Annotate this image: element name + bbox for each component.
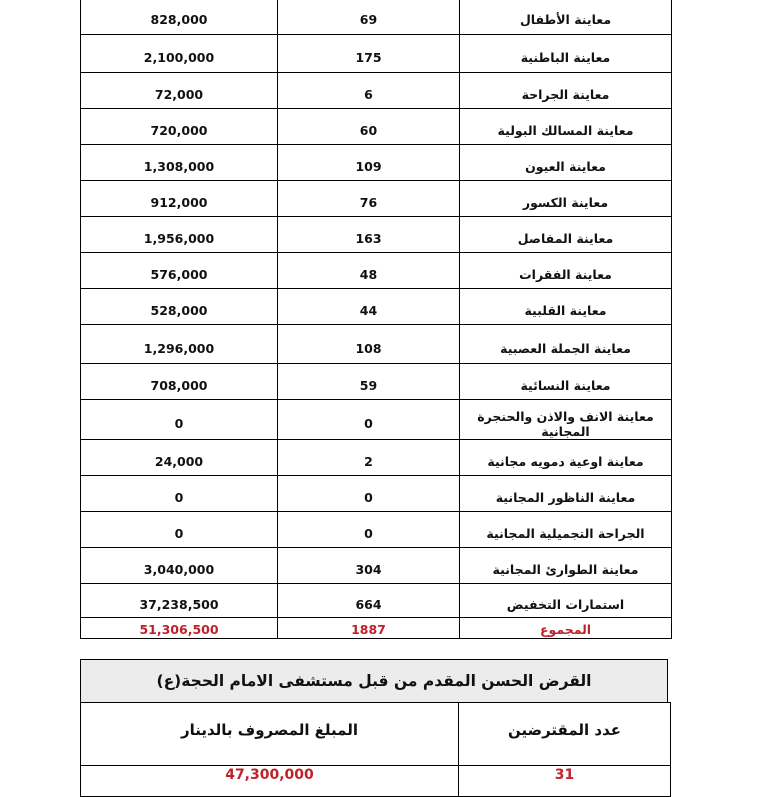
row-amount-cell (81, 181, 278, 217)
total-label: المجموع (539, 622, 592, 637)
services-table-body (81, 0, 672, 639)
row-service-name-cell (460, 400, 672, 440)
row-amount: 528,000 (150, 303, 208, 318)
row-service-name-cell (460, 145, 672, 181)
row-amount: 0 (174, 490, 184, 505)
table-row (81, 400, 672, 440)
row-count-cell (278, 325, 460, 364)
row-count: 108 (355, 340, 382, 356)
row-count: 48 (359, 267, 378, 282)
total-amount: 51,306,500 (139, 622, 219, 637)
row-count: 304 (355, 562, 382, 577)
table-row (81, 584, 672, 618)
table-row (81, 440, 672, 476)
row-amount-cell (81, 476, 278, 512)
row-service-name: معاينة الطوارئ المجانية (492, 562, 639, 577)
row-count: 163 (355, 231, 382, 246)
row-service-name-cell (460, 512, 672, 548)
row-count: 59 (359, 378, 378, 393)
row-count-cell (278, 476, 460, 512)
row-count-cell (278, 253, 460, 289)
row-count-cell (278, 512, 460, 548)
row-amount-cell (81, 217, 278, 253)
row-count: 2 (364, 454, 373, 469)
loan-amount-header-cell (81, 703, 459, 766)
row-count: 109 (355, 159, 382, 174)
row-amount: 1,308,000 (143, 159, 215, 174)
row-amount-cell (81, 253, 278, 289)
row-count-cell (278, 181, 460, 217)
table-row (81, 289, 672, 325)
row-count: 69 (359, 12, 378, 27)
row-service-name-cell (460, 109, 672, 145)
row-service-name: معاينة الجملة العصبية (500, 340, 631, 356)
row-amount: 2,100,000 (143, 50, 215, 65)
row-count: 60 (359, 123, 378, 138)
row-service-name-cell (460, 253, 672, 289)
row-count-cell (278, 364, 460, 400)
row-service-name: معاينة الكسور (522, 195, 609, 210)
row-service-name-cell (460, 476, 672, 512)
row-amount: 720,000 (150, 123, 208, 138)
row-service-name-cell (460, 35, 672, 73)
loan-borrowers-header-cell (459, 703, 671, 766)
loan-borrowers-value: 31 (554, 767, 575, 783)
row-count-cell (278, 0, 460, 35)
loan-section-title: القرض الحسن المقدم من قبل مستشفى الامام الحجة(ع) (80, 659, 668, 703)
row-service-name: معاينة الانف والاذن والحنجرة المجانية (477, 408, 654, 439)
row-service-name-cell (460, 0, 672, 35)
row-count-cell (278, 548, 460, 584)
services-table (80, 0, 672, 639)
row-count-cell (278, 109, 460, 145)
row-service-name-cell (460, 181, 672, 217)
row-amount-cell (81, 35, 278, 73)
row-service-name: معاينة الناظور المجانية (495, 490, 636, 505)
row-amount: 0 (174, 416, 184, 431)
row-amount: 72,000 (154, 87, 204, 102)
row-service-name-cell (460, 364, 672, 400)
row-service-name: استمارات التخفيض (506, 597, 625, 612)
row-service-name-cell (460, 73, 672, 109)
row-count-cell (278, 400, 460, 440)
row-count: 0 (364, 416, 373, 431)
row-service-name-cell (460, 440, 672, 476)
row-amount-cell (81, 440, 278, 476)
table-row (81, 109, 672, 145)
row-count: 44 (359, 303, 378, 318)
row-count: 76 (359, 195, 378, 210)
row-amount: 0 (174, 526, 184, 541)
row-service-name: معاينة الفقرات (519, 267, 612, 282)
total-amount-cell (81, 618, 278, 639)
row-service-name: معاينة المسالك البولية (497, 123, 634, 138)
row-amount: 912,000 (150, 195, 208, 210)
row-service-name: معاينة القلبية (524, 303, 607, 318)
loan-table (80, 702, 671, 797)
loan-values-row (81, 766, 671, 797)
table-row (81, 325, 672, 364)
table-row (81, 217, 672, 253)
total-count: 1887 (351, 622, 386, 637)
row-count-cell (278, 35, 460, 73)
table-row (81, 364, 672, 400)
total-count-cell (278, 618, 460, 639)
row-service-name: معاينة اوعية دمويه مجانية (487, 454, 644, 469)
row-amount-cell (81, 109, 278, 145)
row-amount-cell (81, 584, 278, 618)
row-service-name-cell (460, 584, 672, 618)
row-count: 175 (355, 50, 382, 65)
table-row (81, 73, 672, 109)
row-service-name: معاينة النسائية (520, 378, 611, 393)
row-count-cell (278, 584, 460, 618)
row-count: 0 (364, 490, 373, 505)
loan-borrowers-header: عدد المقترضين (507, 721, 622, 739)
total-row (81, 618, 672, 639)
row-amount: 828,000 (150, 12, 208, 27)
row-amount: 3,040,000 (143, 562, 215, 577)
row-count: 6 (364, 87, 373, 102)
row-service-name: معاينة الباطنية (520, 50, 611, 65)
row-amount-cell (81, 145, 278, 181)
row-amount-cell (81, 325, 278, 364)
row-amount: 24,000 (154, 454, 204, 469)
table-row (81, 512, 672, 548)
row-service-name: معاينة المفاصل (517, 231, 614, 246)
row-count-cell (278, 289, 460, 325)
loan-borrowers-value-cell (459, 766, 671, 797)
table-row (81, 253, 672, 289)
table-row (81, 476, 672, 512)
row-count-cell (278, 145, 460, 181)
row-service-name: معاينة الأطفال (519, 12, 612, 27)
loan-header-row (81, 703, 671, 766)
row-amount-cell (81, 548, 278, 584)
row-amount: 576,000 (150, 267, 208, 282)
loan-amount-header: المبلغ المصروف بالدينار (180, 721, 359, 739)
table-row (81, 0, 672, 35)
row-service-name-cell (460, 548, 672, 584)
row-count-cell (278, 217, 460, 253)
row-count: 664 (355, 597, 382, 612)
row-service-name-cell (460, 217, 672, 253)
row-amount: 1,296,000 (143, 340, 215, 356)
row-amount: 37,238,500 (139, 597, 219, 612)
table-row (81, 548, 672, 584)
loan-amount-value-cell (81, 766, 459, 797)
table-row (81, 35, 672, 73)
row-amount-cell (81, 400, 278, 440)
loan-amount-value: 47,300,000 (225, 767, 314, 783)
table-row (81, 181, 672, 217)
total-label-cell (460, 618, 672, 639)
row-amount-cell (81, 364, 278, 400)
row-amount-cell (81, 289, 278, 325)
row-service-name: معاينة العيون (525, 159, 606, 174)
row-amount-cell (81, 73, 278, 109)
row-service-name: الجراحة التجميلية المجانية (486, 526, 645, 541)
row-service-name-cell (460, 289, 672, 325)
row-service-name-cell (460, 325, 672, 364)
row-service-name: معاينة الجراحة (521, 87, 610, 102)
row-amount: 1,956,000 (143, 231, 215, 246)
row-amount: 708,000 (150, 378, 208, 393)
row-count-cell (278, 440, 460, 476)
table-row (81, 145, 672, 181)
row-count-cell (278, 73, 460, 109)
row-count: 0 (364, 526, 373, 541)
row-amount-cell (81, 0, 278, 35)
row-amount-cell (81, 512, 278, 548)
